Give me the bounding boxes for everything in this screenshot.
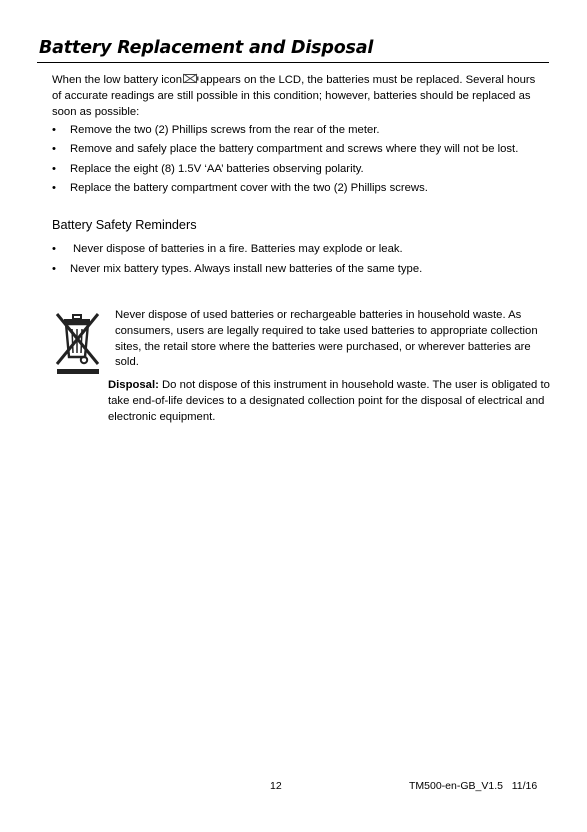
list-item: • Replace the eight (8) 1.5V ‘AA’ batteries observing polarity. <box>52 160 552 179</box>
bullet-icon: • <box>52 263 56 275</box>
weee-notice-text: Never dispose of used batteries or rechargeable batteries in household waste. As consumers, users are legally required to take used batteries to appropriate collection sites, the retail store where the batteries were purchased, or wherever batteries are sold. <box>115 309 538 369</box>
safety-list <box>52 239 552 279</box>
page-number: 12 <box>270 780 282 792</box>
bullet-icon: • <box>52 243 56 255</box>
disposal-label: Disposal: <box>108 379 159 391</box>
document-code: TM500-en-GB_V1.5 11/16 <box>409 780 538 792</box>
list-item: • Never dispose of batteries in a fire. Batteries may explode or leak. <box>52 239 552 259</box>
intro-text-before-icon: When the low battery icon <box>52 74 182 86</box>
bullet-icon: • <box>52 162 56 175</box>
low-battery-icon <box>183 73 200 84</box>
disposal-text: Do not dispose of this instrument in household waste. The user is obligated to take end-of-life devices to a designated collection point for the disposal of electrical and electronic equipment. <box>108 379 550 423</box>
safety-heading: Battery Safety Reminders <box>52 218 197 232</box>
list-item: • Remove and safely place the battery compartment and screws where they will not be lost. <box>52 140 552 159</box>
bullet-icon: • <box>52 124 56 136</box>
list-item: • Remove the two (2) Phillips screws from the rear of the meter. <box>52 121 552 140</box>
intro-paragraph <box>52 72 542 121</box>
replacement-steps-list <box>52 121 552 198</box>
disposal-paragraph <box>108 378 553 425</box>
list-item: • Replace the battery compartment cover with the two (2) Phillips screws. <box>52 179 552 198</box>
bullet-icon: • <box>52 143 56 156</box>
title-underline <box>37 62 549 63</box>
bullet-icon: • <box>52 181 56 194</box>
crossed-out-wheelie-bin-icon <box>54 309 102 375</box>
list-item: • Never mix battery types. Always install new batteries of the same type. <box>52 259 552 279</box>
section-title: Battery Replacement and Disposal <box>39 38 374 58</box>
intro-text-after-icon: appears on the LCD, the batteries must be replaced. Several hours of accurate readings are still possible in this condition; however, batteries should be replaced as soon as possible: <box>52 74 536 119</box>
